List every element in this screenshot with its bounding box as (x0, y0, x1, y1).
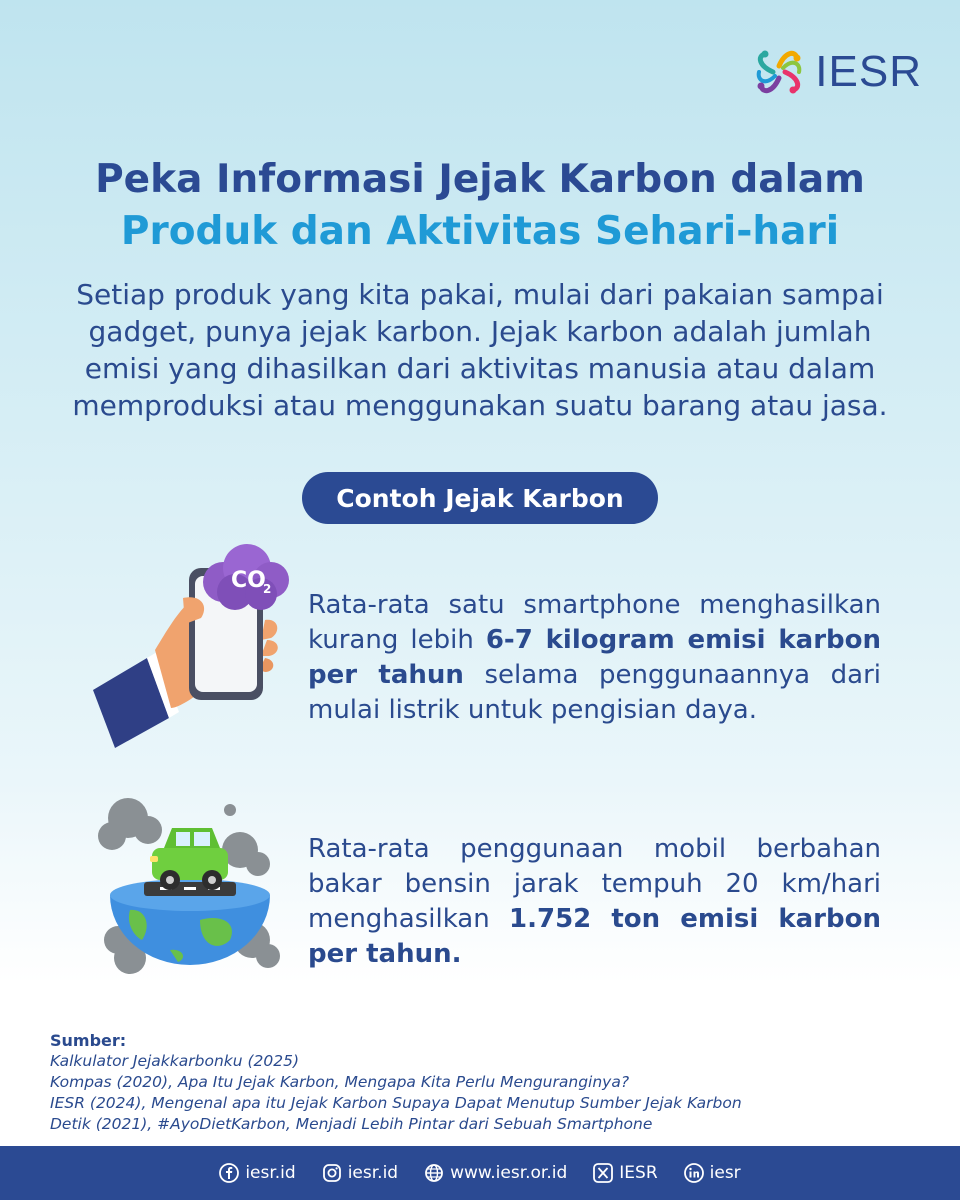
footer-facebook-label: iesr.id (245, 1163, 296, 1183)
fact-1-text-start: Rata-rata satu smartphone menghasilkan kurang lebih (308, 590, 881, 655)
page-title (0, 154, 960, 258)
footer-linkedin-label: iesr (709, 1163, 741, 1183)
co2-cloud-icon (203, 544, 289, 610)
title-line-2: Produk dan Aktivitas Sehari-hari (120, 209, 840, 254)
x-icon (593, 1163, 613, 1183)
fact-smartphone (308, 588, 881, 728)
sources-heading: Sumber: (50, 1031, 127, 1050)
footer-social-bar (0, 1146, 960, 1200)
section-label-pill: Contoh Jejak Karbon (302, 472, 658, 524)
car-globe-illustration (90, 790, 290, 990)
source-item: Detik (2021), #AyoDietKarbon, Menjadi Lebih Pintar dari Sebuah Smartphone (50, 1115, 653, 1133)
facebook-icon (219, 1163, 239, 1183)
fact-car (308, 832, 881, 972)
footer-instagram[interactable] (322, 1163, 398, 1183)
iesr-logo-icon (749, 42, 809, 102)
footer-facebook[interactable] (219, 1163, 295, 1183)
fact-1-text-end: selama penggunaannya dari mulai listrik untuk pengisian daya. (308, 660, 881, 725)
linkedin-icon (684, 1163, 704, 1183)
footer-x[interactable] (593, 1163, 657, 1183)
co2-subscript: 2 (263, 582, 272, 596)
instagram-icon (322, 1163, 342, 1183)
title-line-1: Peka Informasi Jejak Karbon dalam (95, 157, 865, 202)
source-item: Kalkulator Jejakkarbonku (2025) (50, 1052, 300, 1070)
source-item: IESR (2024), Mengenal apa itu Jejak Karbon Supaya Dapat Menutup Sumber Jejak Karbon (50, 1094, 742, 1112)
fact-2-text-start: Rata-rata penggunaan mobil berbahan bakar bensin jarak tempuh 20 km/hari menghasilkan (308, 834, 881, 934)
sources-section (50, 1030, 910, 1135)
iesr-logo (749, 42, 922, 102)
footer-website[interactable] (424, 1163, 567, 1183)
brand-name: IESR (815, 47, 922, 96)
smartphone-co2-illustration (85, 540, 300, 755)
source-item: Kompas (2020), Apa Itu Jejak Karbon, Mengapa Kita Perlu Menguranginya? (50, 1073, 630, 1091)
fact-2-highlight: 1.752 ton emisi karbon per tahun. (308, 904, 881, 969)
globe-icon (424, 1163, 444, 1183)
co2-label: CO (231, 568, 266, 593)
intro-paragraph: Setiap produk yang kita pakai, mulai dari pakaian sampai gadget, punya jejak karbon. Jejak karbon adalah jumlah emisi yang dihasilkan dari aktivitas manusia atau dalam memproduksi atau menggunakan suatu barang atau jasa. (72, 278, 888, 422)
footer-x-label: IESR (619, 1163, 658, 1183)
fact-1-highlight: 6-7 kilogram emisi karbon per tahun (308, 625, 882, 690)
footer-website-label: www.iesr.or.id (450, 1163, 568, 1183)
footer-linkedin[interactable] (684, 1163, 741, 1183)
footer-instagram-label: iesr.id (347, 1163, 399, 1183)
